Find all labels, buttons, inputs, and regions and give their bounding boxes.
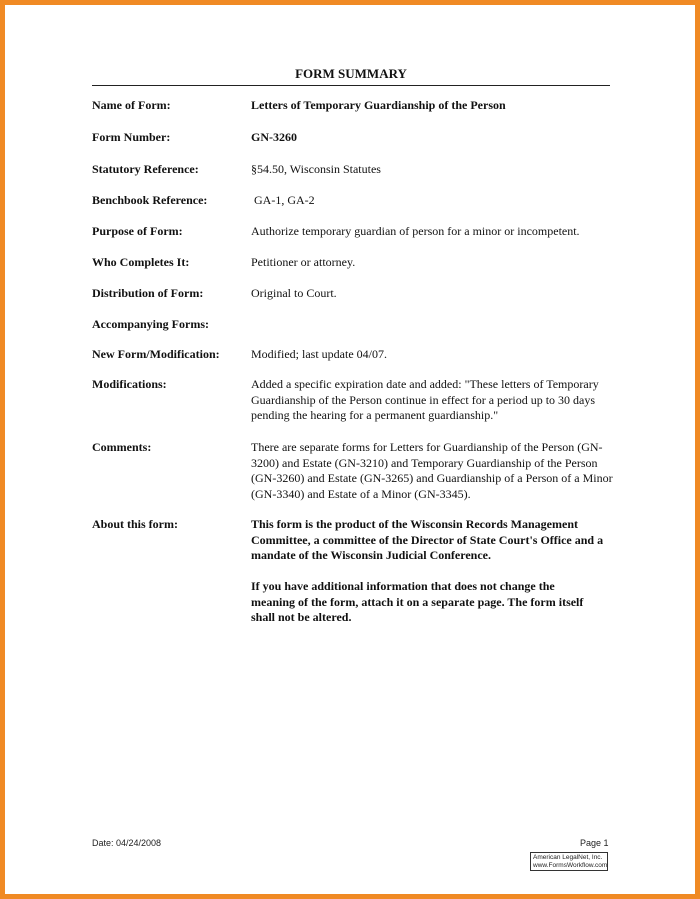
form-number-value: GN-3260 <box>251 130 297 144</box>
footer-page-number: Page 1 <box>580 838 609 848</box>
distribution-value: Original to Court. <box>251 286 337 300</box>
accompanying-forms-label: Accompanying Forms: <box>92 317 209 331</box>
distribution-label: Distribution of Form: <box>92 286 204 300</box>
statutory-reference-label: Statutory Reference: <box>92 162 199 176</box>
benchbook-reference-label: Benchbook Reference: <box>92 193 208 207</box>
statutory-reference-value: §54.50, Wisconsin Statutes <box>251 162 381 176</box>
publisher-name: American LegalNet, Inc. <box>533 854 603 861</box>
who-completes-label: Who Completes It: <box>92 255 190 269</box>
about-form-label: About this form: <box>92 517 178 531</box>
form-number-label: Form Number: <box>92 130 171 144</box>
publisher-box <box>530 852 608 871</box>
publisher-url: www.FormsWorkflow.com <box>533 862 608 869</box>
name-of-form-label: Name of Form: <box>92 98 171 112</box>
who-completes-value: Petitioner or attorney. <box>251 255 356 269</box>
name-of-form-value: Letters of Temporary Guardianship of the Person <box>251 98 506 112</box>
comments-value: There are separate forms for Letters for Guardianship of the Person (GN-3200) and Estate (GN-3210) and Temporary Guardianship of the Person (GN-3260) and Estate (GN-3265) and Guardianship of a Person of a Minor (GN-3340) and Estate of a Minor (GN-3345). <box>251 440 613 501</box>
footer-date: Date: 04/24/2008 <box>92 838 162 848</box>
modifications-label: Modifications: <box>92 377 167 391</box>
about-form-note: If you have additional information that does not change the meaning of the form, attach it on a separate page. The form itself shall not be altered. <box>251 579 584 624</box>
modifications-value: Added a specific expiration date and added: "These letters of Temporary Guardianship of the Person continue in effect for a period up to 30 days pending the hearing for a permanent guardianship." <box>251 377 599 422</box>
new-form-modification-value: Modified; last update 04/07. <box>251 347 387 361</box>
benchbook-reference-value: GA-1, GA-2 <box>251 193 315 207</box>
new-form-modification-label: New Form/Modification: <box>92 347 220 361</box>
comments-label: Comments: <box>92 440 152 454</box>
about-form-value: This form is the product of the Wisconsin Records Management Committee, a committee of the Director of State Court's Office and a mandate of the Wisconsin Judicial Conference. <box>251 517 604 562</box>
purpose-of-form-label: Purpose of Form: <box>92 224 183 238</box>
form-title: FORM SUMMARY <box>92 66 610 86</box>
purpose-of-form-value: Authorize temporary guardian of person for a minor or incompetent. <box>251 224 580 238</box>
